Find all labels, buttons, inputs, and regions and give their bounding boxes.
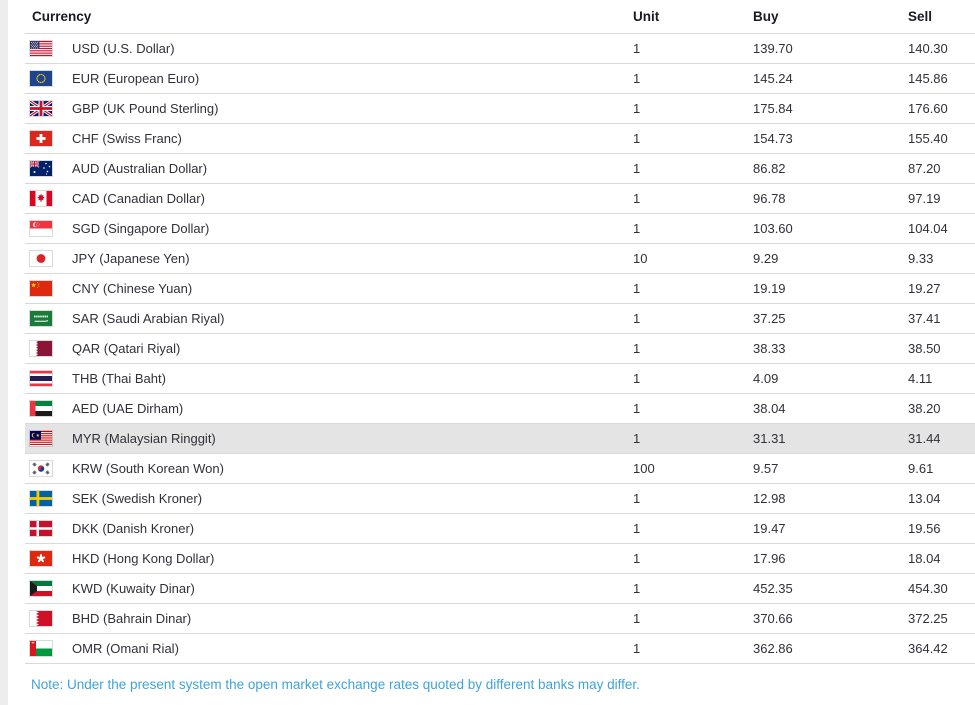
currency-cell: [25, 281, 633, 296]
table-row[interactable]: [25, 123, 975, 153]
sell-value: 176.60: [908, 101, 948, 116]
currency-cell: [25, 251, 633, 266]
sgd-flag-icon: [30, 221, 52, 236]
unit-value: 10: [633, 251, 648, 266]
table-row[interactable]: [25, 63, 975, 93]
sell-value: 87.20: [908, 161, 941, 176]
unit-value: 1: [633, 71, 641, 86]
currency-cell: [25, 371, 633, 386]
table-row[interactable]: [25, 633, 975, 664]
eur-flag-icon: [30, 71, 52, 86]
unit-value: 1: [633, 221, 641, 236]
sell-value: 38.50: [908, 341, 941, 356]
unit-value: 1: [633, 341, 641, 356]
table-row[interactable]: [25, 33, 975, 63]
buy-value: 154.73: [753, 131, 793, 146]
table-row[interactable]: [25, 423, 975, 453]
sell-value: 9.33: [908, 251, 934, 266]
column-header-buy: Buy: [753, 9, 779, 24]
sell-value: 104.04: [908, 221, 948, 236]
unit-value: 1: [633, 371, 641, 386]
omr-flag-icon: [30, 641, 52, 656]
table-row[interactable]: [25, 573, 975, 603]
currency-label: EUR (European Euro): [72, 71, 200, 86]
unit-value: 1: [633, 581, 641, 596]
currency-label: AED (UAE Dirham): [72, 401, 184, 416]
unit-value: 1: [633, 131, 641, 146]
sell-value: 13.04: [908, 491, 941, 506]
column-header-unit: Unit: [633, 9, 660, 24]
unit-value: 1: [633, 281, 641, 296]
jpy-flag-icon: [30, 251, 52, 266]
buy-value: 38.04: [753, 401, 786, 416]
qar-flag-icon: [30, 341, 52, 356]
currency-label: GBP (UK Pound Sterling): [72, 101, 219, 116]
table-row[interactable]: [25, 483, 975, 513]
unit-value: 1: [633, 551, 641, 566]
page-left-margin: [0, 0, 8, 705]
currency-label: CNY (Chinese Yuan): [72, 281, 193, 296]
currency-cell: [25, 491, 633, 506]
table-header-row: [25, 0, 975, 33]
table-row[interactable]: [25, 303, 975, 333]
sell-value: 364.42: [908, 641, 948, 656]
currency-cell: [25, 311, 633, 326]
table-row[interactable]: [25, 153, 975, 183]
currency-cell: [25, 41, 633, 56]
exchange-rates-note: Note: Under the present system the open market exchange rates quoted by different banks may differ.: [31, 677, 640, 692]
currency-cell: [25, 521, 633, 536]
table-row[interactable]: [25, 603, 975, 633]
sell-value: 18.04: [908, 551, 941, 566]
currency-label: OMR (Omani Rial): [72, 641, 179, 656]
currency-cell: [25, 191, 633, 206]
sell-value: 31.44: [908, 431, 941, 446]
exchange-rates-table: [25, 0, 975, 664]
currency-cell: [25, 551, 633, 566]
sell-value: 37.41: [908, 311, 941, 326]
table-row[interactable]: [25, 243, 975, 273]
kwd-flag-icon: [30, 581, 52, 596]
sell-value: 19.56: [908, 521, 941, 536]
unit-value: 100: [633, 461, 655, 476]
buy-value: 12.98: [753, 491, 786, 506]
unit-value: 1: [633, 521, 641, 536]
sar-flag-icon: [30, 311, 52, 326]
currency-cell: [25, 581, 633, 596]
currency-cell: [25, 71, 633, 86]
chf-flag-icon: [30, 131, 52, 146]
buy-value: 370.66: [753, 611, 793, 626]
table-row[interactable]: [25, 213, 975, 243]
dkk-flag-icon: [30, 521, 52, 536]
buy-value: 96.78: [753, 191, 786, 206]
unit-value: 1: [633, 611, 641, 626]
currency-cell: [25, 161, 633, 176]
currency-cell: [25, 131, 633, 146]
currency-cell: [25, 221, 633, 236]
unit-value: 1: [633, 191, 641, 206]
currency-label: AUD (Australian Dollar): [72, 161, 208, 176]
unit-value: 1: [633, 41, 641, 56]
table-row[interactable]: [25, 363, 975, 393]
table-row[interactable]: [25, 393, 975, 423]
sell-value: 155.40: [908, 131, 948, 146]
table-row[interactable]: [25, 453, 975, 483]
aud-flag-icon: [30, 161, 52, 176]
sell-value: 145.86: [908, 71, 948, 86]
hkd-flag-icon: [30, 551, 52, 566]
currency-cell: [25, 641, 633, 656]
currency-label: QAR (Qatari Riyal): [72, 341, 181, 356]
buy-value: 31.31: [753, 431, 786, 446]
table-row[interactable]: [25, 183, 975, 213]
currency-label: CAD (Canadian Dollar): [72, 191, 205, 206]
buy-value: 17.96: [753, 551, 786, 566]
currency-label: SGD (Singapore Dollar): [72, 221, 210, 236]
sek-flag-icon: [30, 491, 52, 506]
buy-value: 9.57: [753, 461, 779, 476]
table-row[interactable]: [25, 513, 975, 543]
currency-cell: [25, 431, 633, 446]
buy-value: 362.86: [753, 641, 793, 656]
buy-value: 86.82: [753, 161, 786, 176]
buy-value: 38.33: [753, 341, 786, 356]
krw-flag-icon: [30, 461, 52, 476]
table-body: [25, 33, 975, 664]
sell-value: 19.27: [908, 281, 941, 296]
cad-flag-icon: [30, 191, 52, 206]
column-header-currency: Currency: [32, 9, 92, 24]
currency-label: CHF (Swiss Franc): [72, 131, 182, 146]
sell-value: 140.30: [908, 41, 948, 56]
buy-value: 103.60: [753, 221, 793, 236]
unit-value: 1: [633, 101, 641, 116]
unit-value: 1: [633, 311, 641, 326]
currency-cell: [25, 101, 633, 116]
sell-value: 38.20: [908, 401, 941, 416]
currency-label: DKK (Danish Kroner): [72, 521, 195, 536]
cny-flag-icon: [30, 281, 52, 296]
currency-label: MYR (Malaysian Ringgit): [72, 431, 216, 446]
buy-value: 19.19: [753, 281, 786, 296]
myr-flag-icon: [30, 431, 52, 446]
bhd-flag-icon: [30, 611, 52, 626]
buy-value: 37.25: [753, 311, 786, 326]
buy-value: 9.29: [753, 251, 779, 266]
usd-flag-icon: [30, 41, 52, 56]
unit-value: 1: [633, 431, 641, 446]
currency-label: KRW (South Korean Won): [72, 461, 224, 476]
table-row[interactable]: [25, 93, 975, 123]
sell-value: 97.19: [908, 191, 941, 206]
buy-value: 139.70: [753, 41, 793, 56]
table-row[interactable]: [25, 333, 975, 363]
thb-flag-icon: [30, 371, 52, 386]
currency-label: SAR (Saudi Arabian Riyal): [72, 311, 225, 326]
aed-flag-icon: [30, 401, 52, 416]
table-row[interactable]: [25, 273, 975, 303]
buy-value: 175.84: [753, 101, 793, 116]
currency-label: JPY (Japanese Yen): [72, 251, 190, 266]
currency-label: HKD (Hong Kong Dollar): [72, 551, 215, 566]
unit-value: 1: [633, 161, 641, 176]
buy-value: 19.47: [753, 521, 786, 536]
sell-value: 372.25: [908, 611, 948, 626]
gbp-flag-icon: [30, 101, 52, 116]
currency-cell: [25, 461, 633, 476]
unit-value: 1: [633, 491, 641, 506]
buy-value: 4.09: [753, 371, 779, 386]
sell-value: 9.61: [908, 461, 934, 476]
currency-label: THB (Thai Baht): [72, 371, 166, 386]
sell-value: 4.11: [908, 371, 933, 386]
column-header-sell: Sell: [908, 9, 933, 24]
currency-label: USD (U.S. Dollar): [72, 41, 175, 56]
currency-cell: [25, 611, 633, 626]
currency-cell: [25, 341, 633, 356]
currency-label: KWD (Kuwaity Dinar): [72, 581, 195, 596]
currency-label: BHD (Bahrain Dinar): [72, 611, 192, 626]
currency-cell: [25, 401, 633, 416]
unit-value: 1: [633, 641, 641, 656]
table-row[interactable]: [25, 543, 975, 573]
buy-value: 145.24: [753, 71, 793, 86]
unit-value: 1: [633, 401, 641, 416]
buy-value: 452.35: [753, 581, 793, 596]
currency-label: SEK (Swedish Kroner): [72, 491, 203, 506]
sell-value: 454.30: [908, 581, 948, 596]
